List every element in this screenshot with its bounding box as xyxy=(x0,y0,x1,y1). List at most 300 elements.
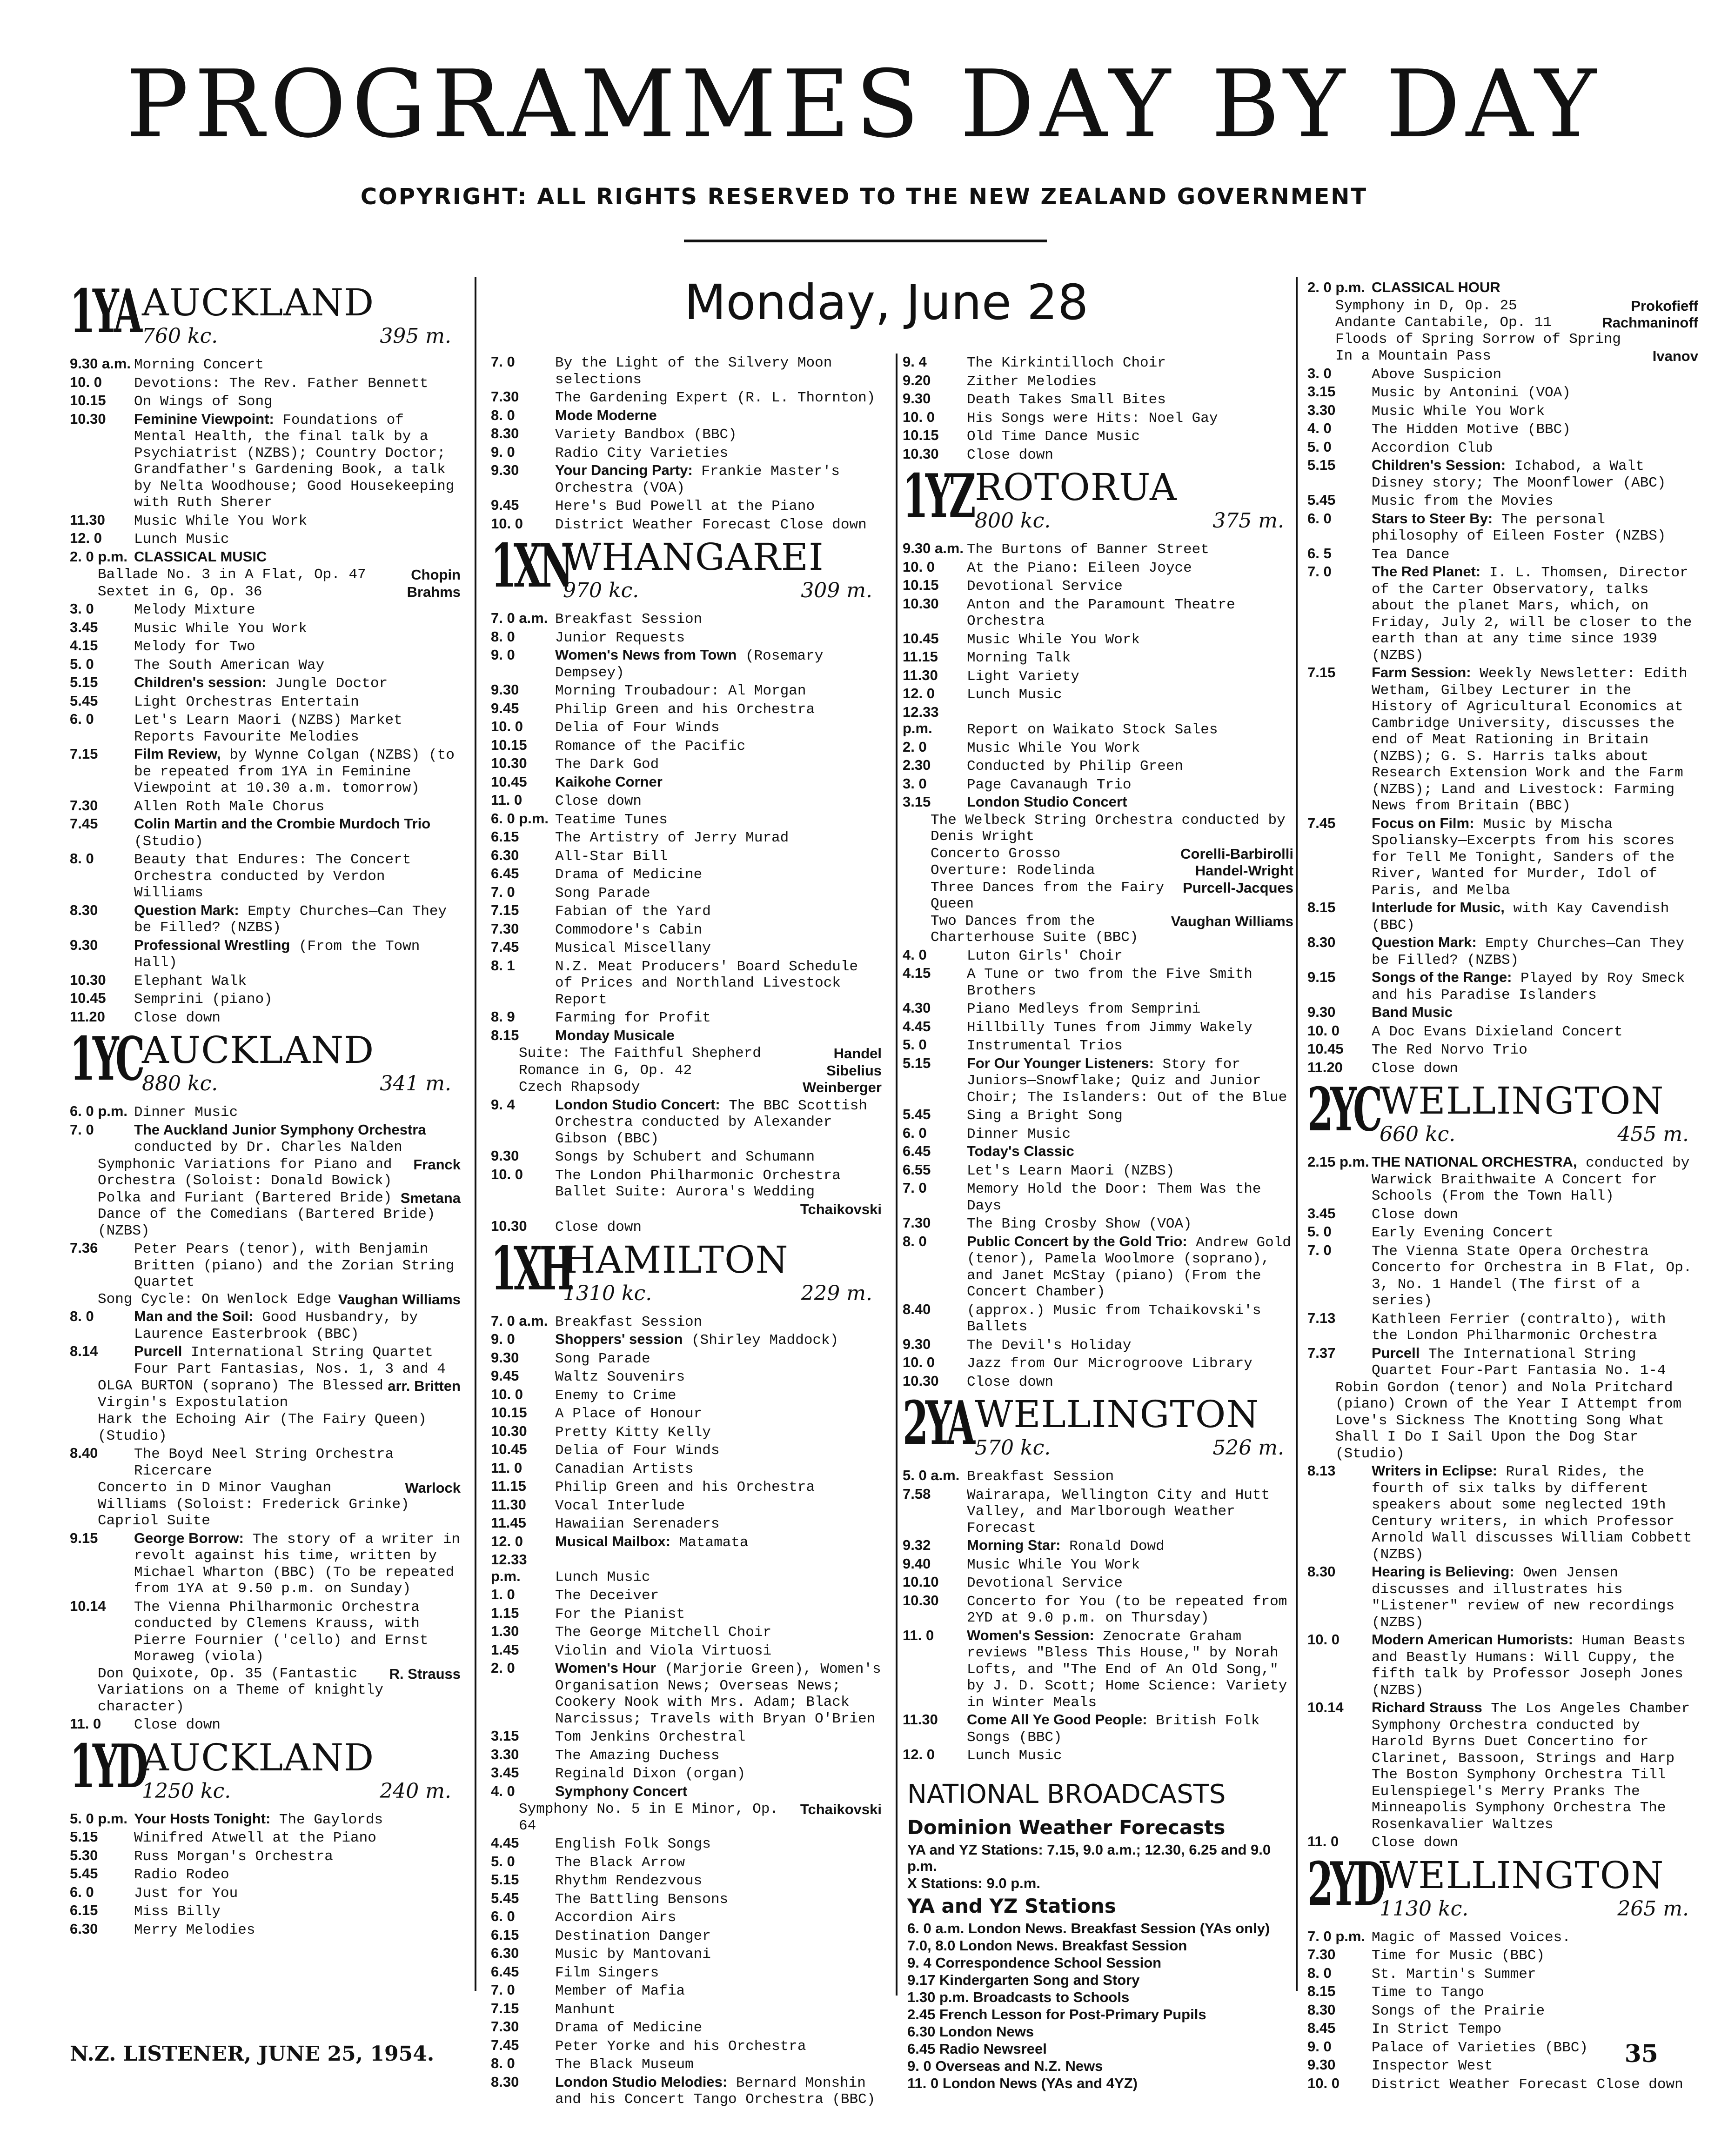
programme-text: Lunch Music xyxy=(555,1569,650,1586)
programme-subitem-text: Ballade No. 3 in A Flat, Op. 47 xyxy=(98,567,366,583)
programme-text: St. Martin's Summer xyxy=(1372,1966,1536,1982)
programme-time: 7.30 xyxy=(903,1215,931,1231)
station-header xyxy=(1307,1849,1698,1926)
programme-subitem xyxy=(70,567,461,583)
programme-title: Stars to Steer By: xyxy=(1372,510,1493,527)
programme-text: Human Beasts and Beastly Humans: Will Cuppy, the fifth talk by Professor Joseph Jones (NZBS) xyxy=(1372,1633,1686,1699)
programme-text: His Songs were Hits: Noel Gay xyxy=(967,410,1218,427)
station-header xyxy=(70,1024,461,1101)
programme-title: Modern American Humorists: xyxy=(1372,1631,1573,1648)
programme-text: Close down xyxy=(967,447,1054,463)
programme-time: 1.45 xyxy=(491,1641,519,1658)
programme-entry xyxy=(903,1233,1293,1301)
programme-text: Elephant Walk xyxy=(134,973,247,989)
programme-text: Peter Yorke and his Orchestra xyxy=(555,2038,806,2055)
programme-subitem-text: Hark the Echoing Air (The Fairy Queen) (Studio) xyxy=(98,1411,427,1444)
programme-time: 3.30 xyxy=(1307,401,1336,418)
programme-entry xyxy=(70,1445,461,1479)
station-frequency: 1130 kc. xyxy=(1380,1896,1469,1921)
composer: Rachmaninoff xyxy=(1602,314,1698,331)
programme-entry xyxy=(1307,510,1698,545)
programme-title: Band Music xyxy=(1372,1004,1453,1020)
programme-time: 7.45 xyxy=(1307,814,1336,831)
programme-text: Melody Mixture xyxy=(134,602,255,618)
programme-entry xyxy=(1307,2075,1698,2093)
station-frequency: 970 kc. xyxy=(563,579,639,602)
composer: Brahms xyxy=(407,583,461,600)
programme-time: 9.30 a.m. xyxy=(903,540,964,556)
programme-entry xyxy=(491,2000,882,2018)
programme-time: 12.33 p.m. xyxy=(491,1551,527,1584)
programme-time: 10.15 xyxy=(903,577,939,593)
programme-entry xyxy=(1307,1928,1698,1946)
station-block xyxy=(903,354,1293,463)
programme-text: Romance of the Pacific xyxy=(555,738,746,754)
programme-text: Devotions: The Rev. Father Bennett xyxy=(134,375,429,392)
composer: R. Strauss xyxy=(389,1665,461,1682)
programme-time: 7.15 xyxy=(1307,664,1336,681)
programme-time: 7. 0 xyxy=(491,883,515,900)
programme-time: 3.45 xyxy=(70,619,98,635)
programme-entry xyxy=(491,755,882,773)
programme-text: Close down xyxy=(1372,1060,1459,1077)
programme-time: 3. 0 xyxy=(1307,365,1332,381)
station-city: HAMILTON xyxy=(563,1238,789,1282)
programme-entry xyxy=(491,1927,882,1945)
programme-entry xyxy=(491,628,882,647)
programme-text: The personal philosophy of Eileen Foster (NZBS) xyxy=(1372,511,1666,544)
programme-entry xyxy=(903,390,1293,408)
programme-entry xyxy=(70,1530,461,1597)
programme-time: 6. 0 xyxy=(70,711,94,727)
programme-title: Farm Session: xyxy=(1372,664,1471,681)
page-number: 35 xyxy=(1624,2040,1658,2068)
programme-text: District Weather Forecast Close down xyxy=(555,516,867,533)
station-call-sign: 2YD xyxy=(1307,1849,1383,1919)
programme-entry xyxy=(70,850,461,901)
programme-text: Music by Mantovani xyxy=(555,1946,711,1962)
programme-time: 10.45 xyxy=(70,990,106,1006)
programme-entry xyxy=(491,902,882,920)
programme-time: 5. 0 xyxy=(1307,438,1332,455)
programme-text: Jungle Doctor xyxy=(275,675,388,692)
programme-entry xyxy=(70,815,461,850)
station-line: 6.45 Radio Newsreel xyxy=(907,2040,1047,2057)
programme-text: The Battling Bensons xyxy=(555,1891,729,1908)
programme-time: 10. 0 xyxy=(491,1386,523,1402)
programme-entry xyxy=(70,937,461,971)
programme-entry xyxy=(1307,1154,1698,1205)
programme-subitem xyxy=(70,1666,461,1715)
programme-time: 5.45 xyxy=(70,1865,98,1882)
programme-title: Shoppers' session xyxy=(555,1331,683,1347)
programme-entry xyxy=(1307,1563,1698,1631)
programme-text: Magic of Massed Voices. xyxy=(1372,1929,1571,1946)
programme-entry xyxy=(1307,1462,1698,1563)
programme-text: Beauty that Endures: The Concert Orchestra conducted by Verdon Williams xyxy=(134,852,411,901)
programme-entry xyxy=(903,1301,1293,1335)
programme-text: Close down xyxy=(967,1374,1054,1390)
programme-text: Time to Tango xyxy=(1372,1984,1484,2001)
programme-entry xyxy=(1307,279,1698,297)
programme-text: Kathleen Ferrier (contralto), with the London Philharmonic Orchestra xyxy=(1372,1311,1666,1344)
programme-entry xyxy=(491,718,882,736)
programme-time: 8. 0 xyxy=(491,628,515,645)
programme-text: (From the Town Hall) xyxy=(134,938,420,971)
programme-time: 11.15 xyxy=(491,1478,526,1494)
programme-text: Accordion Airs xyxy=(555,1909,676,1926)
programme-time: 7.30 xyxy=(1307,1946,1336,1962)
programme-time: 8.30 xyxy=(491,425,519,441)
programme-text: Empty Churches—Can They be Filled? (NZBS) xyxy=(134,903,447,936)
programme-entry xyxy=(70,1884,461,1902)
station-wavelength: 341 m. xyxy=(380,1072,451,1095)
programme-subitem xyxy=(903,862,1293,879)
programme-entry xyxy=(903,1106,1293,1124)
programme-entry xyxy=(70,1921,461,1939)
programme-text: Light Variety xyxy=(967,668,1079,685)
programme-time: 7.13 xyxy=(1307,1309,1336,1326)
programme-title: Purcell xyxy=(1372,1344,1420,1361)
composer: Chopin xyxy=(411,567,461,583)
programme-entry xyxy=(1307,1965,1698,1983)
station-wavelength: 455 m. xyxy=(1617,1122,1689,1146)
programme-subitem-text: Andante Cantabile, Op. 11 Floods of Spring Sorrow of Spring xyxy=(1335,314,1621,347)
programme-text: Breakfast Session xyxy=(967,1468,1114,1485)
programme-entry xyxy=(70,1240,461,1291)
programme-subitem xyxy=(70,1411,461,1444)
programme-entry xyxy=(491,1746,882,1764)
programme-title: Professional Wrestling xyxy=(134,936,290,953)
programme-entry xyxy=(1307,365,1698,383)
programme-entry xyxy=(903,446,1293,464)
programme-entry xyxy=(903,648,1293,667)
programme-text: Jazz from Our Microgroove Library xyxy=(967,1355,1252,1372)
programme-entry xyxy=(491,1642,882,1660)
programme-entry xyxy=(491,2074,882,2108)
programme-time: 11. 0 xyxy=(70,1715,101,1732)
programme-time: 7.45 xyxy=(491,939,519,955)
programme-text: Fabian of the Yard xyxy=(555,903,711,920)
programme-entry xyxy=(903,1555,1293,1574)
programme-text: The Bing Crosby Show (VOA) xyxy=(967,1216,1192,1232)
programme-entry xyxy=(491,497,882,515)
programme-entry xyxy=(903,794,1293,812)
programme-time: 9.30 xyxy=(491,1148,519,1164)
station-header xyxy=(491,1236,882,1311)
programme-time: 6. 0 p.m. xyxy=(70,1103,128,1119)
programme-time: 9.20 xyxy=(903,372,931,388)
programme-title: Writers in Eclipse: xyxy=(1372,1462,1497,1479)
programme-entry xyxy=(491,810,882,828)
composer: Ivanov xyxy=(1652,348,1698,364)
programme-text: Close down xyxy=(555,1219,642,1235)
programme-time: 2. 0 xyxy=(491,1660,515,1676)
programme-text: Close down xyxy=(1372,1206,1459,1223)
programme-text: Foundations of Mental Health, the final talk by a Psychiatrist (NZBS); Country Doctor; Grandfather's Gardening Book, a talk by Nelta Woodhouse; Good Housekeeping with Ruth Sherer xyxy=(134,412,455,511)
programme-entry xyxy=(491,1148,882,1166)
programme-entry xyxy=(1307,439,1698,457)
programme-entry xyxy=(491,1386,882,1404)
programme-entry xyxy=(1307,1004,1698,1022)
programme-title: Purcell xyxy=(134,1343,182,1359)
station-city: AUCKLAND xyxy=(142,1028,375,1072)
station-block xyxy=(491,1236,882,2108)
programme-text: Violin and Viola Virtuosi xyxy=(555,1642,772,1659)
programme-entry xyxy=(491,1496,882,1515)
programme-entry xyxy=(903,965,1293,999)
station-block xyxy=(903,1388,1293,1764)
programme-time: 8. 1 xyxy=(491,957,515,974)
programme-entry xyxy=(491,2055,882,2073)
programme-text: Radio City Varieties xyxy=(555,445,729,461)
composer: arr. Britten xyxy=(388,1378,461,1394)
station-city: ROTORUA xyxy=(975,466,1177,509)
programme-text: Destination Danger xyxy=(555,1928,711,1944)
title-divider xyxy=(684,240,1047,242)
programme-text: by Wynne Colgan (NZBS) (to be repeated from 1YA in Feminine Viewpoint at 10.30 a.m. tomorrow) xyxy=(134,747,455,796)
station-frequency: 570 kc. xyxy=(975,1436,1051,1460)
programme-time: 5. 0 xyxy=(1307,1223,1332,1240)
programme-text: Empty Churches—Can They be Filled? (NZBS) xyxy=(1372,935,1685,968)
programme-text: Matamata xyxy=(679,1534,749,1551)
programme-text: Ichabod, a Walt Disney story; The Moonflower (ABC) xyxy=(1372,458,1666,491)
programme-time: 7. 0 xyxy=(1307,563,1332,580)
column-divider-3 xyxy=(1296,277,1298,1991)
programme-subitem xyxy=(903,846,1293,862)
programme-entry xyxy=(491,1460,882,1478)
programme-time: 8.40 xyxy=(70,1445,98,1461)
programme-subitem-text: Symphony No. 5 in E Minor, Op. 64 xyxy=(519,1801,779,1834)
programme-time: 7. 0 xyxy=(491,1982,515,1998)
programme-time: 6.15 xyxy=(70,1902,98,1918)
station-line: 11. 0 London News (YAs and 4YZ) xyxy=(907,2075,1138,2091)
programme-subitem-text: Song Cycle: On Wenlock Edge xyxy=(98,1291,332,1308)
programme-text: The Artistry of Jerry Murad xyxy=(555,830,789,846)
programme-text: Here's Bud Powell at the Piano xyxy=(555,498,815,514)
programme-text: Death Takes Small Bites xyxy=(967,392,1166,408)
programme-text: Zither Melodies xyxy=(967,373,1097,390)
programme-entry xyxy=(70,711,461,745)
programme-subitem xyxy=(70,1291,461,1308)
programme-entry xyxy=(903,1746,1293,1764)
programme-entry xyxy=(491,1835,882,1853)
programme-text: Piano Medleys from Semprini xyxy=(967,1001,1201,1017)
programme-entry xyxy=(491,1008,882,1027)
programme-title: Your Hosts Tonight: xyxy=(134,1810,271,1827)
programme-time: 9.30 xyxy=(491,681,519,698)
programme-entry xyxy=(903,1592,1293,1627)
station-frequency: 660 kc. xyxy=(1380,1122,1456,1146)
programme-entry xyxy=(903,427,1293,445)
programme-time: 12. 0 xyxy=(70,530,102,546)
programme-time: 9.15 xyxy=(1307,969,1336,985)
programme-title: Richard Strauss xyxy=(1372,1699,1482,1715)
programme-time: 9. 0 xyxy=(1307,2038,1332,2055)
programme-entry xyxy=(1307,420,1698,438)
station-header xyxy=(903,1388,1293,1465)
programme-time: 8.30 xyxy=(1307,1563,1336,1580)
programme-text: Sing a Bright Song xyxy=(967,1108,1123,1124)
programme-subitem xyxy=(491,1801,882,1834)
programme-entry xyxy=(491,1908,882,1926)
programme-text: Drama of Medicine xyxy=(555,2020,703,2036)
programme-subitem xyxy=(491,1201,882,1218)
programme-text: On Wings of Song xyxy=(134,394,273,410)
programme-entry xyxy=(1307,664,1698,814)
programme-title: Women's Session: xyxy=(967,1627,1094,1643)
programme-text: I. L. Thomsen, Director of the Carter Observatory, talks about the planet Mars, which, on Friday, July 2, will be closer to the earth than at any time since 1939 (NZBS) xyxy=(1372,565,1692,664)
programme-text: Morning Talk xyxy=(967,650,1071,666)
programme-entry xyxy=(70,674,461,692)
station-block xyxy=(1307,1077,1698,1851)
programme-text: Devotional Service xyxy=(967,578,1123,594)
programme-title: CLASSICAL HOUR xyxy=(1372,279,1500,295)
programme-time: 10. 0 xyxy=(491,515,523,532)
programme-text: District Weather Forecast Close down xyxy=(1372,2076,1683,2093)
station-city: WELLINGTON xyxy=(1380,1853,1664,1897)
programme-text: Lunch Music xyxy=(967,1748,1062,1764)
programme-time: 7. 0 xyxy=(70,1121,94,1138)
programme-text: Winifred Atwell at the Piano xyxy=(134,1830,376,1846)
programme-entry xyxy=(491,1423,882,1441)
station-frequency: 760 kc. xyxy=(142,324,218,348)
programme-entry xyxy=(70,656,461,674)
programme-entry xyxy=(491,1982,882,2000)
programme-entry xyxy=(70,355,461,374)
programme-text: Peter Pears (tenor), with Benjamin Britten (piano) and the Zorian String Quartet xyxy=(134,1241,455,1290)
programme-entry xyxy=(903,1000,1293,1018)
programme-time: 9. 0 xyxy=(491,647,515,663)
programme-time: 6. 0 xyxy=(1307,510,1332,527)
station-call-sign: 1XN xyxy=(491,531,570,601)
middle-section xyxy=(486,274,1293,2108)
programme-text: Russ Morgan's Orchestra xyxy=(134,1848,333,1865)
programme-text: Songs by Schubert and Schumann xyxy=(555,1149,815,1165)
programme-entry xyxy=(491,737,882,755)
composer: Franck xyxy=(413,1156,461,1173)
programme-text: Pretty Kitty Kelly xyxy=(555,1424,711,1441)
programme-subitem-text: Romance in G, Op. 42 xyxy=(519,1062,692,1079)
programme-text: The BBC Scottish Orchestra conducted by Alexander Gibson (BBC) xyxy=(555,1097,867,1147)
programme-time: 7.30 xyxy=(491,920,519,937)
programme-entry xyxy=(903,1161,1293,1180)
programme-time: 8.15 xyxy=(491,1027,519,1043)
programme-time: 10. 0 xyxy=(1307,1631,1340,1648)
programme-text: Merry Melodies xyxy=(134,1922,255,1938)
programme-time: 7.37 xyxy=(1307,1344,1336,1361)
programme-text: All-Star Bill xyxy=(555,848,668,865)
programme-entry xyxy=(491,847,882,865)
programme-entry xyxy=(491,1660,882,1727)
programme-text: Semprini (piano) xyxy=(134,991,273,1008)
programme-time: 10.10 xyxy=(903,1574,939,1590)
programme-time: 9.30 xyxy=(491,1349,519,1366)
programme-time: 7.15 xyxy=(491,2000,519,2016)
page-title: PROGRAMMES DAY BY DAY xyxy=(126,50,1602,159)
programme-entry xyxy=(1307,1983,1698,2001)
programme-text: with Kay Cavendish (BBC) xyxy=(1372,901,1669,934)
programme-text: International String Quartet Four Part Fantasias, Nos. 1, 3 and 4 xyxy=(134,1344,446,1377)
station-block xyxy=(1307,279,1698,1077)
programme-title: Come All Ye Good People: xyxy=(967,1711,1147,1728)
programme-entry xyxy=(491,1166,882,1201)
programme-time: 3.45 xyxy=(491,1764,519,1781)
programme-entry xyxy=(491,1623,882,1641)
station-wavelength: 526 m. xyxy=(1212,1436,1284,1460)
programme-time: 10. 0 xyxy=(903,558,935,575)
programme-time: 5.45 xyxy=(1307,492,1336,508)
programme-title: Monday Musicale xyxy=(555,1027,675,1043)
programme-entry xyxy=(903,1055,1293,1106)
programme-entry xyxy=(1307,545,1698,563)
programme-time: 11. 0 xyxy=(1307,1833,1339,1849)
station-call-sign: 2YC xyxy=(1307,1075,1380,1145)
programme-text: Bernard Monshin and his Concert Tango Orchestra (BBC) xyxy=(555,2075,876,2108)
programme-time: 4. 0 xyxy=(1307,420,1332,436)
station-line: 6.30 London News xyxy=(907,2023,1034,2040)
programme-time: 8.15 xyxy=(1307,899,1336,915)
programme-entry xyxy=(903,1215,1293,1233)
programme-time: 9.45 xyxy=(491,497,519,513)
programme-entry xyxy=(491,1764,882,1782)
programme-time: 7. 0 xyxy=(903,1180,927,1196)
programme-entry xyxy=(1307,457,1698,491)
programme-time: 3.30 xyxy=(491,1746,519,1762)
programme-text: Dinner Music xyxy=(967,1126,1071,1142)
programme-entry xyxy=(70,1308,461,1342)
programme-entry xyxy=(903,667,1293,685)
programme-entry xyxy=(903,1537,1293,1555)
programme-time: 11.30 xyxy=(903,667,938,683)
programme-entry xyxy=(491,1515,882,1533)
programme-time: 5. 0 p.m. xyxy=(70,1810,128,1827)
programme-entry xyxy=(1307,2020,1698,2038)
programme-text: Enemy to Crime xyxy=(555,1387,676,1404)
programme-entry xyxy=(1307,1242,1698,1309)
programme-text: The Devil's Holiday xyxy=(967,1337,1132,1354)
programme-entry xyxy=(70,637,461,655)
programme-title: Symphony Concert xyxy=(555,1782,688,1799)
column-divider-1 xyxy=(475,277,476,1991)
programme-entry xyxy=(70,548,461,567)
programme-text: Music While You Work xyxy=(134,620,308,637)
programme-time: 8. 0 xyxy=(1307,1964,1332,1981)
programme-entry xyxy=(903,1467,1293,1485)
programme-time: 9.30 xyxy=(70,936,98,953)
programme-entry xyxy=(491,444,882,462)
programme-text: The Hidden Motive (BBC) xyxy=(1372,421,1571,438)
programme-time: 10.45 xyxy=(1307,1041,1344,1057)
programme-text: Vocal Interlude xyxy=(555,1497,685,1514)
programme-text: Concerto for You (to be repeated from 2YD at 9.0 p.m. on Thursday) xyxy=(967,1593,1287,1626)
programme-time: 5.45 xyxy=(491,1889,519,1906)
programme-text: Light Orchestras Entertain xyxy=(134,694,359,710)
composer: Sibelius xyxy=(826,1062,882,1079)
programme-entry xyxy=(1307,1345,1698,1379)
programme-time: 3. 0 xyxy=(903,775,927,792)
programme-time: 6.45 xyxy=(491,1963,519,1980)
programme-text: Delia of Four Winds xyxy=(555,1442,720,1459)
programme-time: 2. 0 p.m. xyxy=(70,548,128,565)
composer: Warlock xyxy=(405,1480,461,1496)
programme-text: The Red Norvo Trio xyxy=(1372,1042,1527,1058)
programme-entry xyxy=(903,1336,1293,1354)
programme-title: The Red Planet: xyxy=(1372,563,1481,580)
programme-entry xyxy=(491,515,882,534)
programme-time: 3.15 xyxy=(491,1728,519,1744)
programme-entry xyxy=(70,392,461,410)
